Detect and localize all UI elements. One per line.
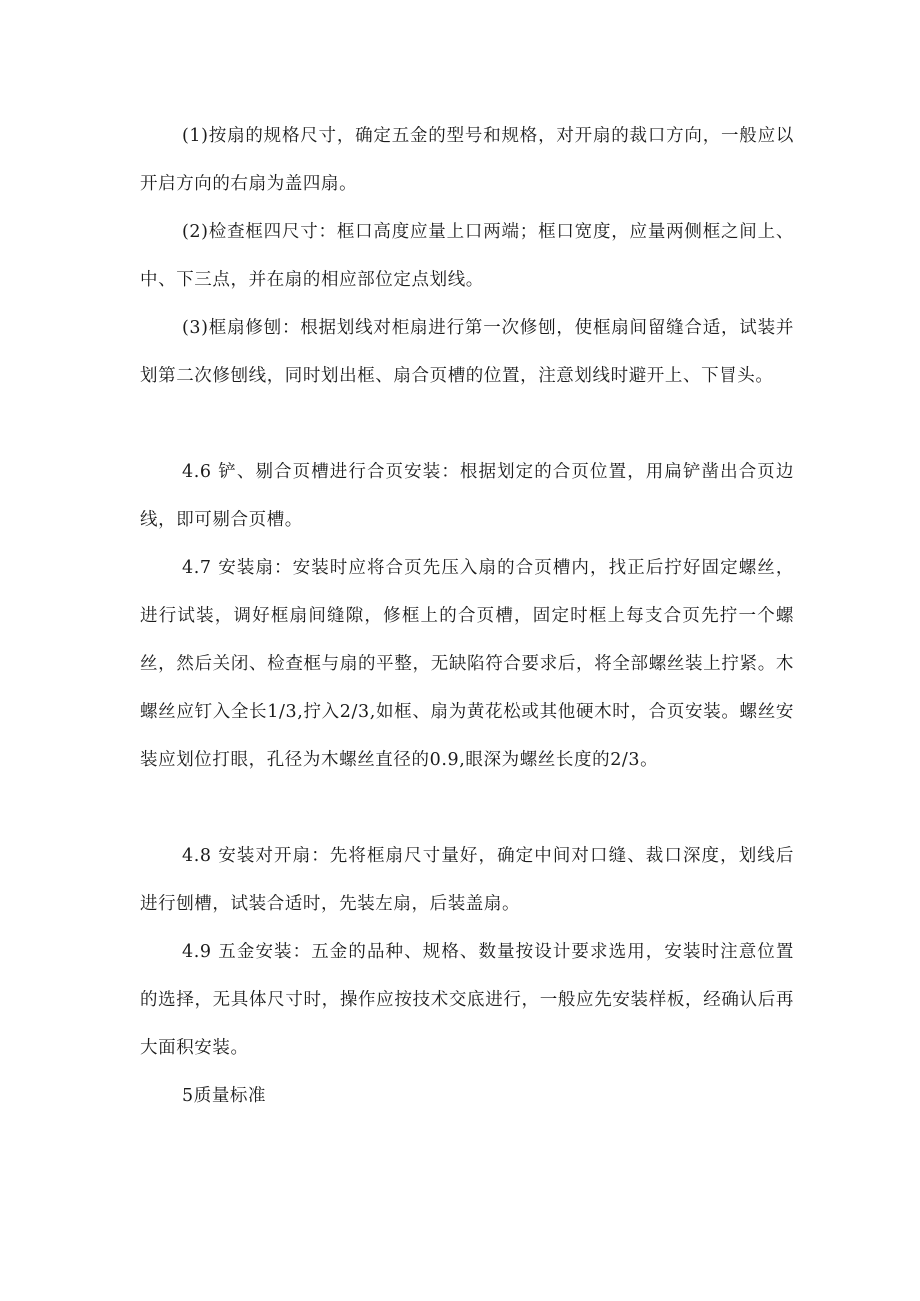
paragraph-section-4-9: 4.9 五金安装：五金的品种、规格、数量按设计要求选用，安装时注意位置的选择，无具体尺寸时，操作应按技术交底进行，一般应先安装样板，经确认后再大面积安装。: [140, 942, 794, 1058]
paragraph-frame-check: (2)检查框四尺寸：框口高度应量上口两端；框口宽度，应量两侧框之间上、中、下三点，并在扇的相应部位定点划线。: [140, 222, 794, 290]
paragraph-section-4-7: 4.7 安装扇：安装时应将合页先压入扇的合页槽内，找正后拧好固定螺丝，进行试装，调好框扇间缝隙，修框上的合页槽，固定时框上每支合页先拧一个螺丝，然后关闭、检查框与扇的平整，无缺陷符合要求后，将全部螺丝装上拧紧。木螺丝应钉入全长1/3,拧入2/3,如框、扇为黄花松或其他硬木时，合页安装。螺丝安装应划位打眼，孔径为木螺丝直径的0.9,眼深为螺丝长度的2/3。: [140, 558, 794, 770]
paragraph-section-4-8: 4.8 安装对开扇：先将框扇尺寸量好，确定中间对口缝、裁口深度，划线后进行刨槽，试装合适时，先装左扇，后装盖扇。: [140, 846, 794, 914]
paragraph-frame-planing: (3)框扇修刨：根据划线对柜扇进行第一次修刨，使框扇间留缝合适，试装并划第二次修刨线，同时划出框、扇合页槽的位置，注意划线时避开上、下冒头。: [140, 318, 794, 386]
paragraph-section-4-6: 4.6 铲、剔合页槽进行合页安装：根据划定的合页位置，用扁铲凿出合页边线，即可剔合页槽。: [140, 462, 794, 530]
heading-section-5: 5质量标准: [182, 1086, 267, 1106]
paragraph-hinge-spec: (1)按扇的规格尺寸，确定五金的型号和规格，对开扇的裁口方向，一般应以开启方向的右扇为盖四扇。: [140, 126, 794, 194]
